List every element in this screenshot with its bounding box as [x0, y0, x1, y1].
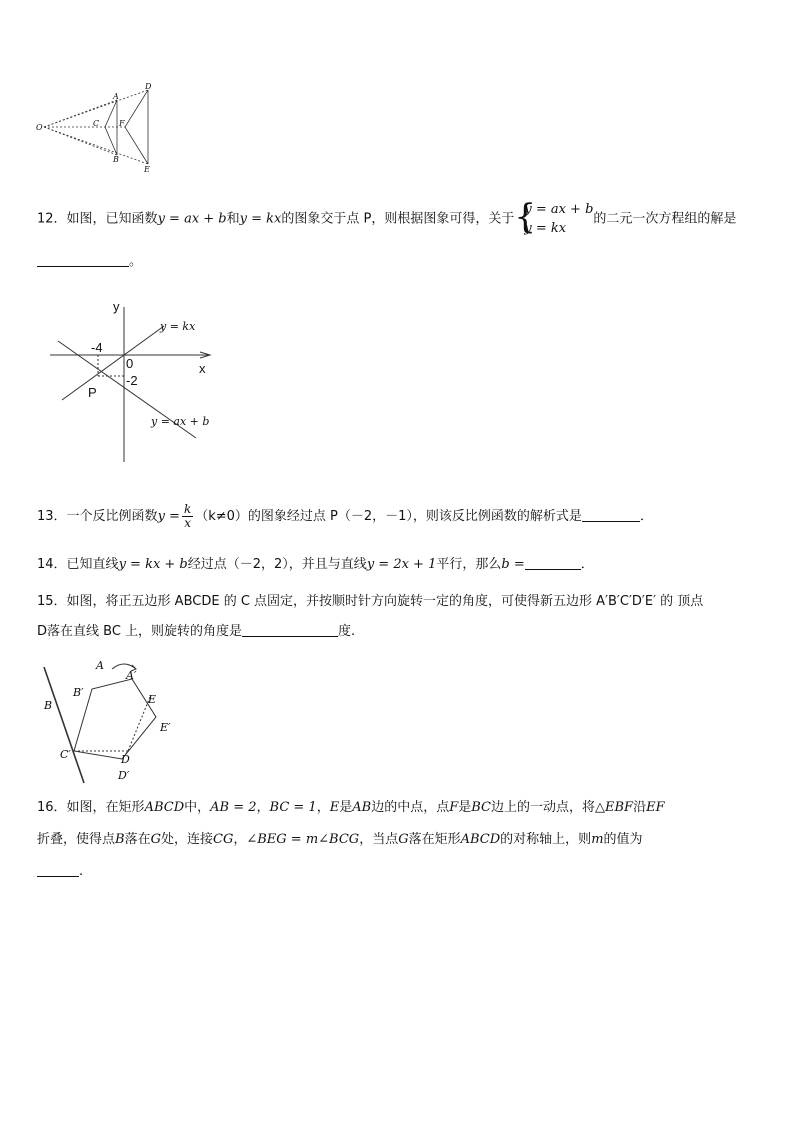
q16-text: 处，连接	[160, 832, 213, 847]
origin-label: 0	[126, 356, 134, 371]
label-E: E	[144, 165, 150, 174]
q15-text-2: D落在直线 BC 上，则旋转的角度是	[37, 624, 243, 639]
q16-segment-ef: EF	[646, 800, 665, 815]
q16-ab-value: AB = 2	[210, 800, 257, 815]
q14-line-2: y = 2x + 1	[366, 557, 437, 572]
q14-text-1: 已知直线	[66, 557, 119, 572]
label-D-prime: D′	[118, 769, 130, 782]
q13-number: 13．	[37, 509, 67, 524]
question-16-line-2	[37, 830, 643, 850]
q16-side-ab: AB	[352, 800, 372, 815]
q14-line-1: y = kx + b	[118, 557, 188, 572]
label-A: A	[113, 92, 119, 101]
q16-triangle: △EBF	[595, 800, 634, 815]
q12-function-2: y = kx	[239, 211, 282, 227]
q16-point-b: B	[115, 832, 125, 847]
q12-answer-line	[37, 252, 142, 272]
q16-answer-blank[interactable]	[37, 862, 79, 877]
line-kx-label: y = kx	[160, 320, 196, 333]
y-tick-label: -2	[126, 373, 138, 388]
q16-text: 是	[458, 800, 472, 815]
q13-text-1: 一个反比例函数	[66, 509, 158, 524]
q16-text: 是	[339, 800, 353, 815]
figure-q11	[30, 80, 170, 180]
q16-text: ，	[233, 832, 247, 847]
q12-number: 12．	[37, 211, 67, 227]
x-axis-label: x	[199, 361, 206, 376]
q16-text: 落在	[124, 832, 151, 847]
q12-text-4: 的二元一次方程组的解是	[593, 211, 737, 227]
q13-answer-blank[interactable]	[582, 507, 640, 522]
point-P-label: P	[88, 385, 97, 400]
q13-end: ．	[639, 509, 653, 524]
q16-text: 沿	[633, 800, 647, 815]
label-E-prime: E′	[160, 721, 171, 734]
q16-point-e: E	[329, 800, 340, 815]
q14-text-2: 经过点（－2，2），并且与直线	[187, 557, 367, 572]
q15-text-3: 度.	[338, 624, 356, 639]
line-axb-label: y = ax + b	[151, 415, 210, 428]
x-tick-label: -4	[91, 340, 103, 355]
label-E: E	[148, 693, 157, 706]
question-15-line-1	[37, 592, 703, 612]
q14-answer-blank[interactable]	[525, 555, 581, 570]
q12-equation-system: { y = ax + b y = kx	[514, 197, 594, 237]
label-A-prime: A′	[126, 669, 137, 682]
label-B: B	[44, 699, 53, 712]
label-D: D	[121, 753, 130, 766]
q16-text: 如图，在矩形	[66, 800, 145, 815]
label-C: C	[93, 119, 100, 128]
q16-text: ，当点	[359, 832, 399, 847]
q13-numerator: k	[183, 502, 192, 516]
q16-text: 的值为	[603, 832, 643, 847]
q16-point-g: G	[150, 832, 161, 847]
q16-text: 边的中点，点	[371, 800, 450, 815]
q16-text: 落在矩形	[408, 832, 461, 847]
q16-text: 边上的一动点，将	[491, 800, 596, 815]
q16-number: 16．	[37, 800, 67, 815]
q16-text: 的对称轴上，则	[500, 832, 592, 847]
q12-equation-2: y = kx	[524, 221, 567, 236]
q12-function-1: y = ax + b	[157, 211, 227, 227]
q12-answer-blank[interactable]	[37, 252, 129, 267]
q14-b: b =	[501, 557, 525, 572]
q16-rect: ABCD	[144, 800, 185, 815]
y-axis-label: y	[113, 299, 120, 314]
q13-fraction	[182, 503, 193, 530]
q12-equation-1: y = ax + b	[524, 202, 594, 217]
question-14	[37, 555, 594, 575]
q16-end: .	[79, 864, 84, 879]
q16-rect: ABCD	[460, 832, 501, 847]
q12-end: 。	[129, 254, 143, 269]
q15-text-1: 如图，将正五边形 ABCDE 的 C 点固定，并按顺时针方向旋转一定的角度，可使得新五边形 A′B′C′D′E′ 的 顶点	[66, 594, 704, 609]
q14-end: ．	[580, 557, 594, 572]
q15-number: 15．	[37, 594, 67, 609]
q16-text: ，	[256, 800, 270, 815]
q16-text: 中，	[184, 800, 211, 815]
label-B-prime: B′	[73, 686, 84, 699]
q15-answer-blank[interactable]	[242, 622, 338, 637]
q13-denominator: x	[184, 516, 191, 530]
label-A: A	[96, 659, 104, 672]
figure-q12	[40, 295, 230, 465]
question-12	[37, 197, 737, 238]
q16-side-bc: BC	[471, 800, 491, 815]
label-O: O	[36, 123, 43, 132]
q12-text-1: 如图，已知函数	[66, 211, 158, 227]
q16-text: ，	[316, 800, 330, 815]
question-16-line-3	[37, 862, 83, 882]
q14-text-3: 平行，那么	[436, 557, 502, 572]
q13-text-2: 的图象经过点 P（－2，－1），则该反比例函数的解析式是	[247, 509, 582, 524]
q16-bc-value: BC = 1	[269, 800, 317, 815]
label-B: B	[113, 155, 119, 164]
q16-point-f: F	[449, 800, 459, 815]
question-13	[37, 503, 653, 530]
q13-y: y =	[157, 509, 180, 524]
label-C-prime: C′	[60, 748, 71, 761]
q16-point-g: G	[398, 832, 409, 847]
q12-text-3: 的图象交于点 P，则根据图象可得，关于	[281, 211, 515, 227]
question-15-line-2	[37, 622, 355, 642]
label-D: D	[145, 82, 152, 91]
figure-q15	[38, 655, 188, 785]
q16-segment-cg: CG	[213, 832, 234, 847]
q12-text-2: 和	[226, 211, 240, 227]
q13-condition: （k≠0）	[195, 509, 248, 524]
label-F: F	[119, 119, 125, 128]
question-16-line-1	[37, 798, 665, 818]
q16-m: m	[591, 832, 604, 847]
q14-number: 14．	[37, 557, 67, 572]
q16-text: 折叠，使得点	[37, 832, 116, 847]
q16-angle-relation: ∠BEG = m∠BCG	[246, 832, 360, 847]
